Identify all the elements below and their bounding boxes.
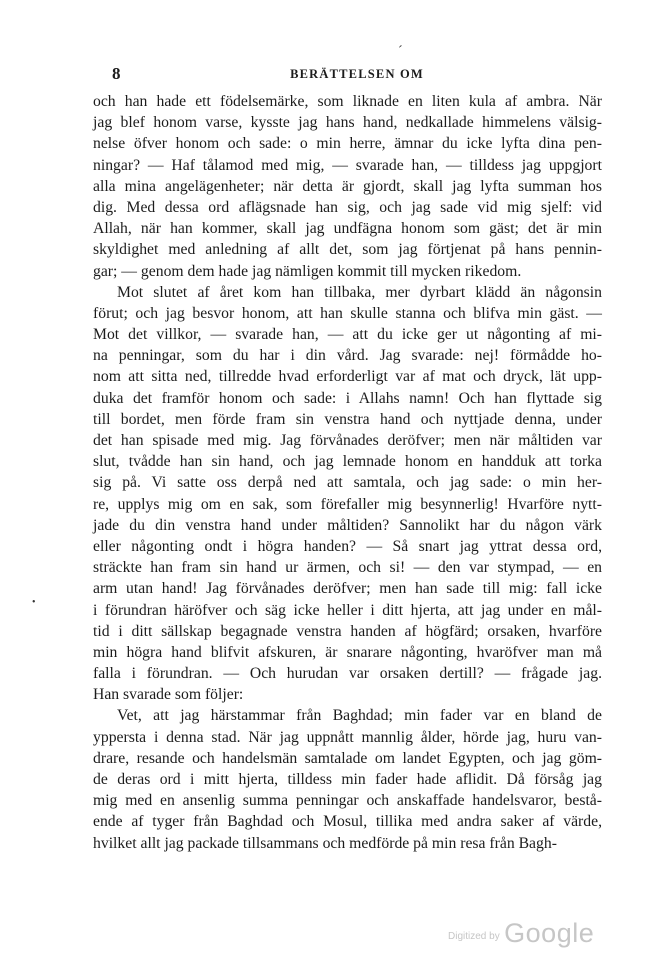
text-line: eller någonting ondt i högra handen? — Så snart jag yttrat dessa ord, (93, 537, 602, 555)
text-line: falla i förundran. — Och hurudan var orsaken dertill? — frågade jag. (93, 665, 602, 683)
text-line: och han hade ett födelsemärke, som liknade en liten kula af ambra. När (93, 93, 602, 110)
text-line: nelse öfver honom och sade: o min herre, ämnar du icke lyfta dina pen- (93, 135, 602, 153)
text-line: ende af tyger från Baghdad och Mosul, tillika med andra saker af värde, (93, 813, 602, 831)
watermark-prefix: Digitized by (448, 931, 500, 942)
text-line: sträckte han fram sin hand ur ärmen, och si! — den var stympad, — en (93, 559, 602, 577)
text-line: jag blef honom varse, kysste jag hans hand, nedkallade himmelens välsig- (93, 114, 602, 132)
digitized-watermark (448, 918, 594, 949)
text-line: duka det framför honom och sade: i Allahs namn! Och han flyttade sig (93, 389, 602, 407)
text-line: Allah, när han kommer, skall jag undfägna honom som gäst; det är min (93, 220, 602, 238)
text-line: Mot det villkor, — svarade han, — att du icke ger ut någonting af mi- (93, 326, 602, 344)
text-line: arm utan hand! Jag förvånades deröfver; men han sade till mig: fall icke (93, 580, 602, 598)
text-line: nom att sitta ned, tillredde hvad erforderligt var af mat och dryck, lät upp- (93, 368, 602, 386)
google-logo: Google (504, 918, 595, 948)
text-line: sig på. Vi satte oss derpå ned att samtala, och jag sade: o min her- (93, 474, 602, 492)
text-line: slut, tvådde han sin hand, och jag lemnade honom en handduk att torka (93, 453, 602, 471)
text-line: Mot slutet af året kom han tillbaka, mer dyrbart klädd än någonsin (117, 283, 602, 301)
body-text (93, 91, 602, 854)
text-line: det han spisade med mig. Jag förvånades deröfver; men när måltiden var (93, 432, 602, 449)
text-line: re, upplys mig om en sak, som förefaller mig besynnerlig! Hvarföre nytt- (93, 495, 602, 513)
text-line: jade du din venstra hand under måltiden? Sannolikt har du någon värk (93, 516, 602, 534)
text-line: de deras ord i mitt hjerta, tilldess min fader hade aflidit. Då försåg jag (93, 771, 602, 788)
text-line: gar; — genom dem hade jag nämligen kommit till mycken rikedom. (93, 262, 522, 280)
text-line: yppersta i denna stad. När jag uppnått mannlig ålder, hörde jag, huru van- (93, 728, 602, 746)
paragraph (93, 282, 602, 706)
ink-mark: ˊ (398, 44, 403, 59)
text-line: mig med en ansenlig summa penningar och anskaffade handelsvaror, bestå- (93, 792, 602, 810)
margin-dot: • (32, 597, 36, 608)
text-line: Han svarade som följer: (93, 686, 244, 704)
text-line: alla mina angelägenheter; när detta är gjordt, skall jag lyfta summan hos (93, 177, 602, 195)
page-header (112, 64, 602, 86)
text-line: skyldighet med anledning af allt det, som jag förtjenat på hans pennin- (93, 241, 602, 259)
text-line: till bordet, men förde fram sin venstra hand och nyttjade denna, under (93, 410, 602, 428)
text-line: ningar? — Haf tålamod med mig, — svarade han, — tilldess jag uppgjort (93, 156, 602, 174)
text-line: tid i ditt sällskap begagnade venstra handen af högfärd; orsaken, hvarföre (93, 622, 602, 640)
text-line: dig. Med dessa ord aflägsnade han sig, och jag sade vid mig sjelf: vid (93, 198, 602, 216)
text-line: Vet, att jag härstammar från Baghdad; min fader var en bland de (117, 707, 602, 725)
paragraph (93, 91, 602, 282)
text-line: min högra hand blifvit afskuren, är snarare någonting, hvaröfver man må (93, 643, 602, 661)
text-line: hvilket allt jag packade tillsammans och medförde på min resa från Bagh- (93, 834, 557, 852)
text-line: i förundran häröfver och säg icke heller i ditt hjerta, att jag under en mål- (93, 601, 602, 619)
running-title: BERÄTTELSEN OM (290, 67, 424, 81)
text-line: förut; och jag besvor honom, att han skulle stanna och blifva min gäst. — (93, 304, 602, 322)
page-number: 8 (112, 64, 121, 83)
paragraph (93, 705, 602, 853)
text-line: na penningar, som du har i din vård. Jag svarade: nej! förmådde ho- (93, 347, 602, 365)
text-line: drare, resande och handelsmän samtalade om landet Egypten, och jag göm- (93, 749, 602, 767)
